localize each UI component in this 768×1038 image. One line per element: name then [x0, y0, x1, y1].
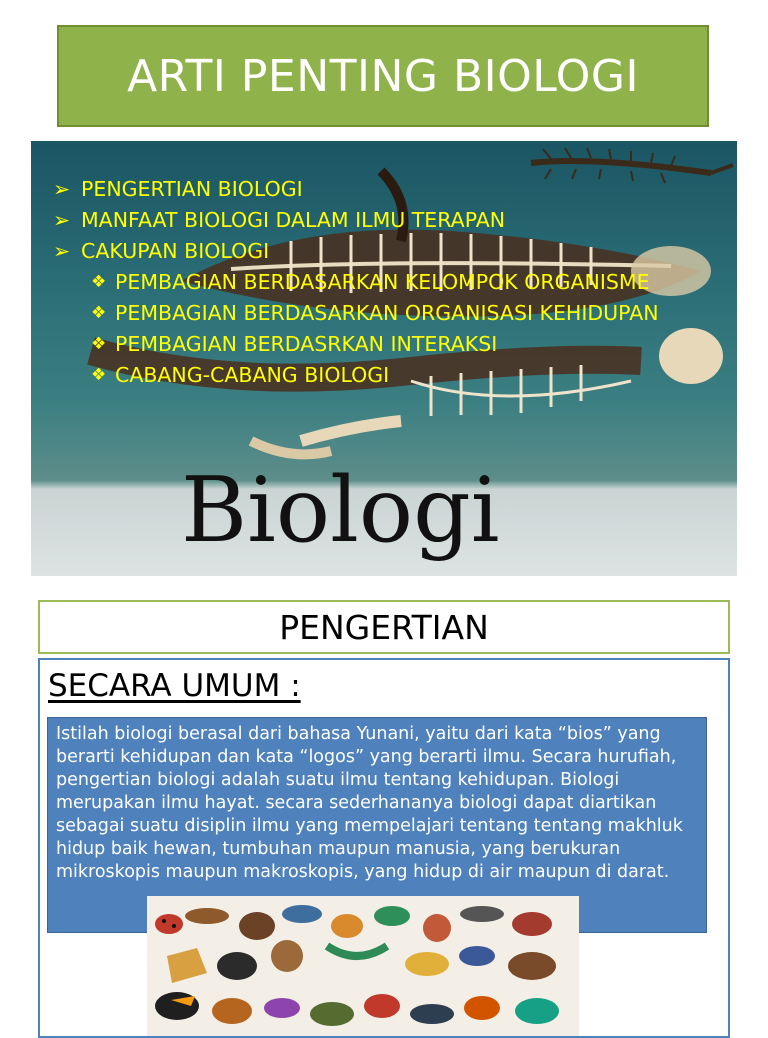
toucan-icon	[155, 992, 199, 1020]
animals-illustration	[147, 896, 579, 1036]
beetle-icon	[459, 946, 495, 966]
list-item	[53, 329, 713, 360]
turtle-icon	[310, 1002, 354, 1026]
slide-title-box	[57, 25, 709, 127]
parrot-icon	[364, 994, 400, 1018]
slide-title: ARTI PENTING BIOLOGI	[127, 50, 639, 102]
tiger-icon	[464, 996, 500, 1020]
list-item	[53, 298, 713, 329]
sub-bullet-text: PEMBAGIAN BERDASARKAN ORGANISASI KEHIDUPAN	[115, 301, 659, 325]
list-item	[53, 360, 713, 391]
frog-icon	[374, 906, 410, 926]
crab-icon	[512, 912, 552, 936]
biologi-word: Biologi	[181, 458, 500, 563]
owl-icon	[271, 940, 303, 972]
duck-icon	[515, 998, 559, 1024]
fox-icon	[331, 914, 363, 938]
bullet-text: PENGERTIAN BIOLOGI	[81, 177, 303, 201]
biology-hero-image	[31, 141, 737, 576]
diamond-bullet-icon: ❖	[91, 334, 107, 354]
bullet-text: MANFAAT BIOLOGI DALAM ILMU TERAPAN	[81, 208, 506, 232]
diamond-bullet-icon: ❖	[91, 272, 107, 292]
list-item	[53, 174, 713, 205]
list-item	[53, 205, 713, 236]
bullet-text: CAKUPAN BIOLOGI	[81, 239, 270, 263]
butterfly-icon	[264, 998, 300, 1018]
list-item	[53, 267, 713, 298]
arrow-bullet-icon: ➢	[53, 208, 71, 232]
section-header	[38, 600, 730, 654]
giraffe-icon	[405, 952, 449, 976]
sub-bullet-text: PEMBAGIAN BERDASARKAN KELOMPOK ORGANISME	[115, 270, 650, 294]
animals-collage-image	[147, 896, 579, 1036]
diamond-bullet-icon: ❖	[91, 303, 107, 323]
sub-bullet-text: PEMBAGIAN BERDASRKAN INTERAKSI	[115, 332, 498, 356]
definition-panel	[38, 658, 730, 1038]
topic-list	[53, 174, 713, 391]
porcupine-icon	[217, 952, 257, 980]
bear-icon	[508, 952, 556, 980]
arrow-bullet-icon: ➢	[53, 239, 71, 263]
list-item	[53, 236, 713, 267]
sub-bullet-text: CABANG-CABANG BIOLOGI	[115, 363, 390, 387]
definition-paragraph: Istilah biologi berasal dari bahasa Yunani, yaitu dari kata “bios” yang berarti kehidupan dan kata “logos” yang berarti ilmu. Secara hurufiah, pengertian biologi adalah suatu ilmu tentang kehidupan. Biologi merupakan ilmu hayat. secara sederhananya biologi dapat diartikan sebagai suatu disiplin ilmu yang mempelajari tentang tentang makhluk hidup baik hewan, tumbuhan maupun manusia, yang berukuran mikroskopis maupun makroskopis, yang hidup di air maupun di darat.	[56, 724, 683, 882]
arrow-bullet-icon: ➢	[53, 177, 71, 201]
section-header-text: PENGERTIAN	[279, 607, 489, 647]
lizard-icon	[185, 908, 229, 924]
whale-icon	[410, 1004, 454, 1024]
shark-icon	[460, 906, 504, 922]
ladybug-icon	[155, 914, 183, 934]
lion-icon	[212, 998, 252, 1024]
beaver-icon	[239, 912, 275, 940]
fish-icon	[282, 905, 322, 923]
diamond-bullet-icon: ❖	[91, 365, 107, 385]
bird-icon	[423, 914, 451, 942]
subheading: SECARA UMUM :	[48, 668, 301, 704]
